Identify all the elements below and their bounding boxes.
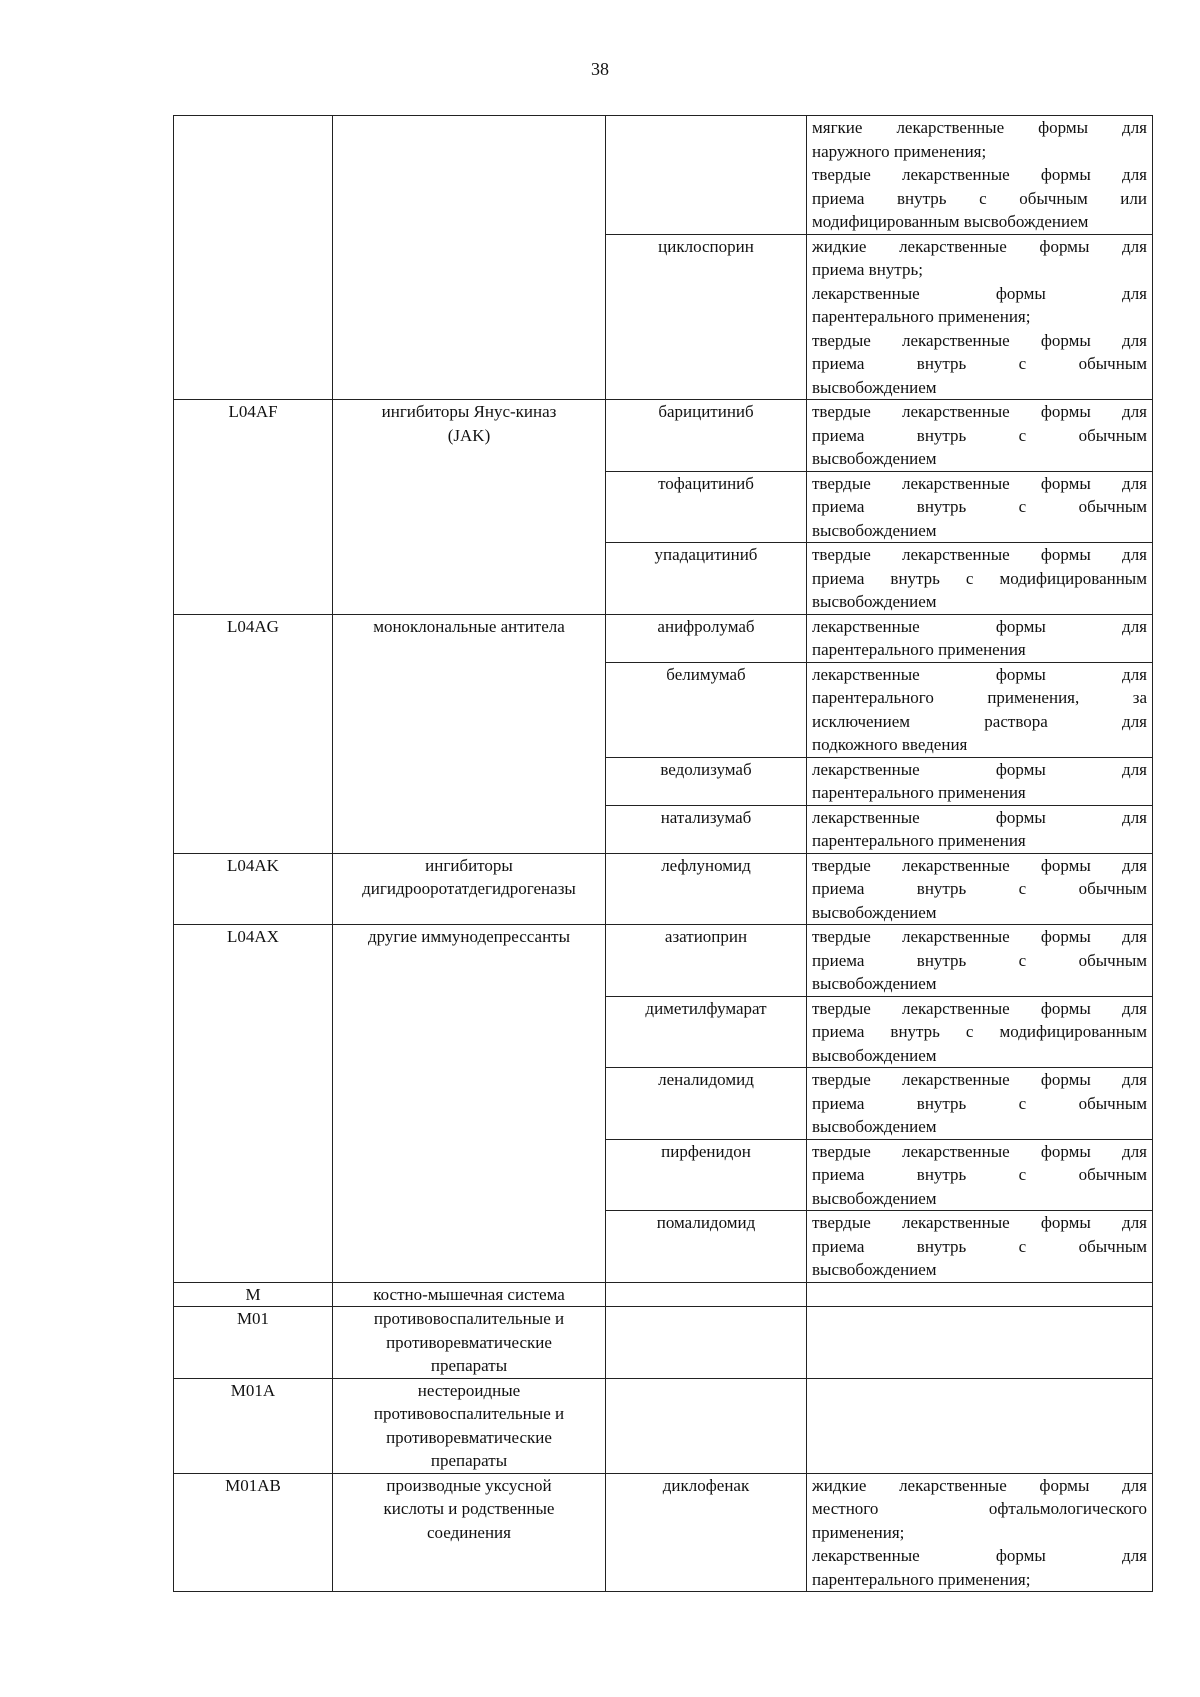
text-line: производные уксусной [386,1475,552,1495]
text-line: твердые лекарственные формы для [812,330,1147,350]
page-number: 38 [591,59,609,79]
drug-name-cell [606,116,807,235]
text-line: высвобождением [812,520,937,540]
drug-name-cell: диклофенак [606,1473,807,1592]
table-row [174,1378,1153,1473]
text-line: кислоты и родственные [383,1499,555,1518]
drug-name-cell: барицитиниб [606,400,807,472]
dosage-form-cell [807,925,1153,997]
text-line: модифицированным высвобождением [812,212,1089,231]
text-line: противоревматические [386,1427,552,1447]
text-line: высвобождением [812,377,937,397]
drug-name-cell: натализумаб [606,805,807,853]
drug-name-cell [606,1378,807,1473]
table-row [174,116,1153,235]
text-line: твердые лекарственные формы для [812,855,1147,875]
table-row [174,1282,1153,1307]
text-line: противовоспалительные и [373,1309,565,1328]
text-line: твердые лекарственные формы для [812,1213,1147,1232]
text-line: ингибиторы [425,855,513,875]
text-line: приема внутрь; [812,260,923,279]
text-line: препараты [430,1356,508,1375]
text-line: костно-мышечная система [373,1284,565,1304]
drug-name-cell: циклоспорин [606,234,807,400]
atc-code-cell: M01 [174,1307,333,1379]
text-line: противоревматические [386,1332,552,1352]
text-line: (JAK) [447,425,491,445]
text-line: парентерального применения, за [812,688,1147,707]
text-line: твердые лекарственные формы для [812,998,1147,1018]
text-line: парентерального применения [812,831,1026,850]
text-line: лекарственные формы для [812,616,1147,636]
text-line: парентерального применения; [812,1569,1031,1589]
text-line: приема внутрь с обычным [812,1165,1147,1184]
dosage-form-cell [807,1068,1153,1140]
text-line: исключением раствора для [812,711,1147,731]
text-line: приема внутрь с обычным или [812,188,1147,208]
text-line: высвобождением [812,974,937,993]
text-line: твердые лекарственные формы для [812,927,1147,946]
dosage-form-cell [807,757,1153,805]
text-line: высвобождением [812,1260,937,1279]
drug-name-cell: ведолизумаб [606,757,807,805]
text-line: парентерального применения [812,640,1026,659]
text-line: жидкие лекарственные формы для [812,236,1147,256]
text-line: приема внутрь с обычным [812,497,1147,516]
atc-code-cell: L04AK [174,853,333,925]
text-line: соединения [427,1522,511,1542]
atc-code-cell: L04AF [174,400,333,615]
atc-group-cell [333,116,606,400]
dosage-form-cell [807,853,1153,925]
table-row [174,925,1153,997]
dosage-form-cell [807,234,1153,400]
dosage-form-cell [807,1211,1153,1283]
text-line: твердые лекарственные формы для [812,1141,1147,1161]
text-line: высвобождением [812,1117,937,1136]
atc-group-cell [333,925,606,1283]
text-line: противовоспалительные и [373,1404,565,1423]
drug-name-cell: лефлуномид [606,853,807,925]
text-line: высвобождением [812,592,937,611]
dosage-form-cell [807,116,1153,235]
drug-name-cell: тофацитиниб [606,471,807,543]
atc-group-cell [333,1473,606,1592]
dosage-form-cell [807,1473,1153,1592]
dosage-form-cell [807,1378,1153,1473]
text-line: высвобождением [812,449,937,468]
drug-name-cell: анифролумаб [606,614,807,662]
dosage-form-cell [807,471,1153,543]
text-line: высвобождением [812,1045,937,1065]
table-row [174,400,1153,472]
text-line: препараты [430,1451,508,1470]
text-line: лекарственные формы для [812,759,1147,779]
text-line: нестероидные [417,1380,521,1400]
dosage-form-cell [807,614,1153,662]
text-line: подкожного введения [812,735,968,754]
text-line: твердые лекарственные формы для [812,1070,1147,1089]
text-line: высвобождением [812,902,937,922]
drug-name-cell: азатиоприн [606,925,807,997]
drug-name-cell [606,1282,807,1307]
atc-code-cell: M [174,1282,333,1307]
drug-name-cell: диметилфумарат [606,996,807,1068]
dosage-form-cell [807,996,1153,1068]
text-line: другие иммунодепрессанты [367,927,571,946]
atc-code-cell: M01AB [174,1473,333,1592]
atc-code-cell: L04AG [174,614,333,853]
text-line: твердые лекарственные формы для [812,402,1147,421]
text-line: местного офтальмологического [812,1499,1147,1518]
text-line: лекарственные формы для [812,1546,1147,1565]
text-line: лекарственные формы для [812,664,1147,684]
table-row [174,1307,1153,1379]
atc-group-cell [333,853,606,925]
dosage-form-cell [807,1139,1153,1211]
text-line: приема внутрь с обычным [812,1093,1147,1113]
atc-group-cell [333,1282,606,1307]
text-line: приема внутрь с модифицированным [812,568,1147,588]
medication-table [173,115,1153,1592]
text-line: лекарственные формы для [812,807,1147,827]
text-line: приема внутрь с обычным [812,425,1147,445]
text-line: применения; [812,1522,905,1542]
atc-group-cell [333,614,606,853]
dosage-form-cell [807,1282,1153,1307]
atc-code-cell: M01A [174,1378,333,1473]
dosage-form-cell [807,543,1153,615]
text-line: приема внутрь с обычным [812,879,1147,898]
text-line: высвобождением [812,1188,937,1208]
text-line: приема внутрь с обычным [812,1236,1147,1256]
atc-group-cell [333,1307,606,1379]
text-line: наружного применения; [812,141,987,161]
text-line: ингибиторы Янус-киназ [381,402,557,421]
text-line: приема внутрь с модифицированным [812,1022,1147,1041]
drug-name-cell: упадацитиниб [606,543,807,615]
drug-name-cell: белимумаб [606,662,807,757]
text-line: твердые лекарственные формы для [812,165,1147,184]
text-line: твердые лекарственные формы для [812,473,1147,493]
text-line: лекарственные формы для [812,283,1147,303]
text-line: парентерального применения [812,783,1026,802]
text-line: дигидрооротатдегидрогеназы [362,879,576,898]
atc-code-cell [174,116,333,400]
atc-code-cell: L04AX [174,925,333,1283]
table-row [174,614,1153,662]
text-line: жидкие лекарственные формы для [812,1475,1147,1495]
atc-group-cell [333,1378,606,1473]
text-line: моноклональные антитела [373,616,565,636]
text-line: приема внутрь с обычным [812,950,1147,970]
text-line: мягкие лекарственные формы для [812,118,1147,137]
table-row [174,853,1153,925]
table-row [174,1473,1153,1592]
text-line: твердые лекарственные формы для [812,545,1147,564]
dosage-form-cell [807,400,1153,472]
drug-name-cell: помалидомид [606,1211,807,1283]
atc-group-cell [333,400,606,615]
text-line: парентерального применения; [812,307,1031,326]
drug-name-cell [606,1307,807,1379]
dosage-form-cell [807,662,1153,757]
drug-name-cell: пирфенидон [606,1139,807,1211]
dosage-form-cell [807,1307,1153,1379]
text-line: приема внутрь с обычным [812,354,1147,373]
drug-name-cell: леналидомид [606,1068,807,1140]
dosage-form-cell [807,805,1153,853]
